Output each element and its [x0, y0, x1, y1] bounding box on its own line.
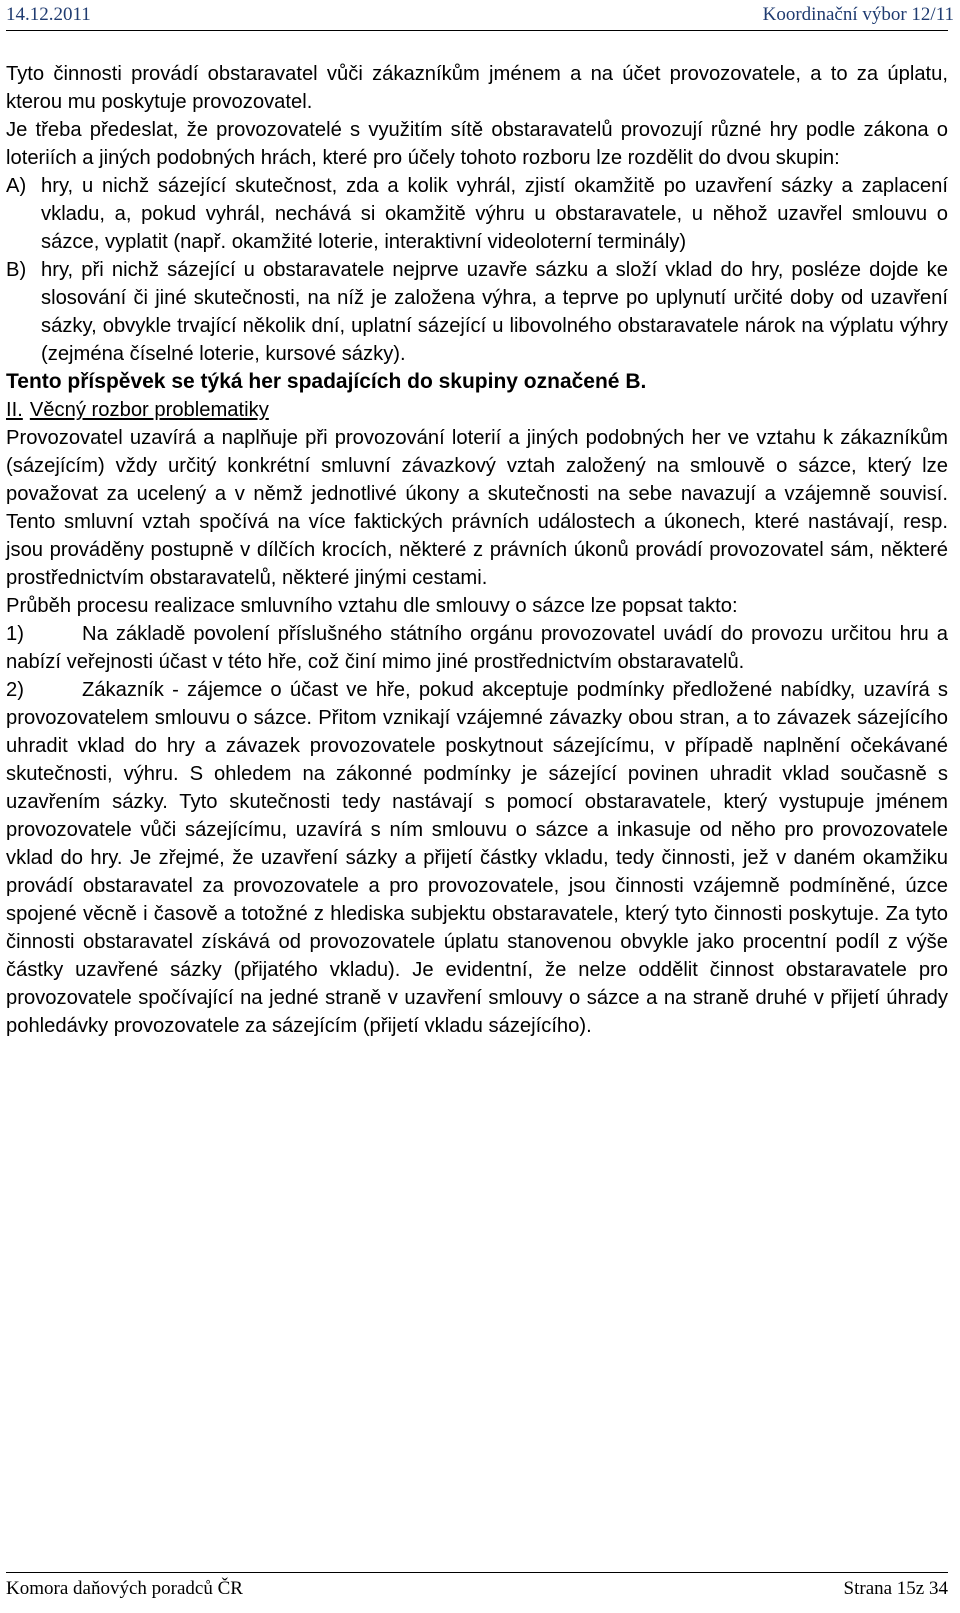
document-body [6, 60, 948, 1040]
group-a-item [6, 172, 948, 256]
footer-divider [6, 1572, 948, 1573]
analysis-step-1 [6, 620, 948, 676]
header-date: 14.12.2011 [6, 4, 91, 25]
intro-paragraph-2: Je třeba předeslat, že provozovatelé s využitím sítě obstaravatelů provozují různé hry podle zákona o loteriích a jiných podobných hrách, které pro účely tohoto rozboru lze rozdělit do dvou skupin: [6, 119, 948, 169]
header-divider [6, 30, 948, 31]
section-title: Věcný rozbor problematiky [29, 399, 269, 421]
analysis-paragraph-1: Provozovatel uzavírá a naplňuje při provozování loterií a jiných podobných her ve vztahu k zákazníkům (sázejícím) vždy určitý konkrétní smluvní závazkový vztah založený na smlouvě o sázce, který lze považovat za ucelený a v němž jednotlivé úkony a skutečnosti na sebe navazují a vzájemně souvisí. Tento smluvní vztah spočívá na více faktických právních událostech a úkonech, které nastávají, resp. jsou prováděny postupně v dílčích krocích, některé z právních úkonů provádí provozovatel sám, některé prostřednictvím obstaravatelů, některé jinými cestami. [6, 427, 948, 589]
step-2-text: Zákazník - zájemce o účast ve hře, pokud akceptuje podmínky předložené nabídky, uzavírá s provozovatelem smlouvu o sázce. Přitom vznikají vzájemné závazky obou stran, a to závazek sázejícího uhradit vklad do hry a závazek provozovatele poskytnout sázejícímu, v případě naplnění očekávané skutečnosti, výhru. S ohledem na zákonné podmínky je sázející povinen uhradit vklad současně s uzavřením sázky. Tyto skutečnosti tedy nastávají s pomocí obstaravatele, který vystupuje jménem provozovatele vůči sázejícímu, uzavírá s ním smlouvu o sázce a inkasuje od něho pro provozovatele vklad do hry. Je zřejmé, že uzavření sázky a přijetí částky vkladu, tedy činnosti, jež v daném okamžiku provádí obstaravatel za provozovatele a pro provozovatele, jsou činnosti vzájemně podmíněné, úzce spojené věcně i časově a totožné z hlediska subjektu obstaravatele, který tyto činnosti poskytuje. Za tyto činnosti obstaravatel získává od provozovatele úplatu stanovenou obvykle jako procentní podíl z výše částky uzavřené sázky (přijatého vkladu). Je evidentní, že nelze oddělit činnost obstaravatele pro provozovatele spočívající na jedné straně v uzavření smlouvy o sázce a na straně druhé v přijetí úhrady pohledávky provozovatele za sázejícím (přijetí vkladu sázejícího). [6, 679, 948, 1037]
group-b-text: hry, při nichž sázející u obstaravatele nejprve uzavře sázku a složí vklad do hry, posléze dojde ke slosování či jiné skutečnosti, na níž je založena výhra, a teprve po uplynutí určité doby od uzavření sázky, obvykle trvající několik dní, uplatní sázející u libovolného obstaravatele nárok na výplatu výhry (zejména číselné loterie, kursové sázky). [41, 259, 948, 365]
step-1-number: 1) [6, 623, 24, 645]
group-a-marker: A) [6, 175, 27, 197]
intro-paragraph-1: Tyto činnosti provádí obstaravatel vůči zákazníkům jménem a na účet provozovatele, a to za úplatu, kterou mu poskytuje provozovatel. [6, 63, 948, 113]
section-heading [6, 396, 948, 424]
group-b-item [6, 256, 948, 368]
group-b-marker: B) [6, 259, 27, 281]
scope-note: Tento příspěvek se týká her spadajících do skupiny označené B. [6, 370, 647, 393]
running-header [6, 4, 954, 28]
group-a-text: hry, u nichž sázející skutečnost, zda a kolik vyhrál, zjistí okamžitě po uzavření sázky a zaplacení vkladu, a, pokud vyhrál, nechává si okamžitě výhru u obstaravatele, u něhož uzavřel smlouvu o sázce, vyplatit (např. okamžité loterie, interaktivní videoloterní terminály) [41, 175, 948, 253]
page-footer [6, 1578, 948, 1602]
analysis-paragraph-2: Průběh procesu realizace smluvního vztahu dle smlouvy o sázce lze popsat takto: [6, 595, 738, 617]
step-2-number: 2) [6, 679, 24, 701]
section-number: II. [6, 399, 23, 421]
analysis-step-2 [6, 676, 948, 1040]
footer-organization: Komora daňových poradců ČR [6, 1578, 243, 1599]
footer-page-number: Strana 15z 34 [843, 1578, 948, 1599]
header-committee: Koordinační výbor 12/11 [762, 4, 954, 25]
step-1-text: Na základě povolení příslušného státního orgánu provozovatel uvádí do provozu určitou hru a nabízí veřejnosti účast v této hře, což činí mimo jiné prostřednictvím obstaravatelů. [6, 623, 948, 673]
